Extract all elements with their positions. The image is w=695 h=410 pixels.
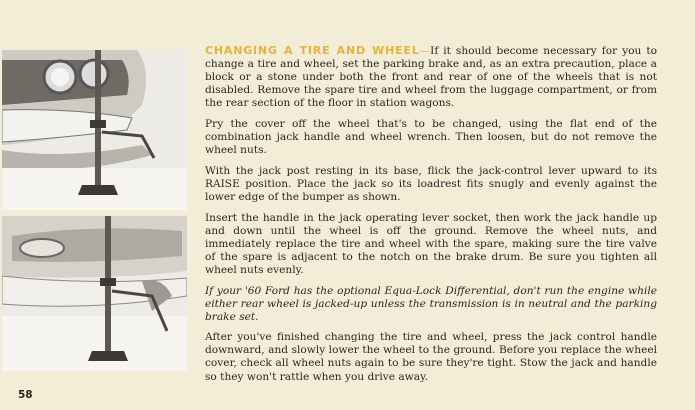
page-number: 58 [18,389,33,401]
equa-lock-note: If your '60 Ford has the optional Equa-Lock Differential, don't run the engine while either rear wheel is jacked-up unless the transmission is in neutral and the parking brake set. [205,284,657,323]
paragraph-2: Pry the cover off the wheel that's to be changed, using the flat end of the combination jack handle and wheel wrench. Then loosen, but do not remove the wheel nuts. [205,117,657,157]
paragraph-5: After you've finished changing the tire and wheel, press the jack control handle downward, and slowly lower the wheel to the ground. Before you replace the wheel cover, check all wheel nuts again to be sure they're tight. Stow the jack and handle so they won't rattle when you drive away. [205,331,657,383]
instructions-text [205,44,657,391]
section-heading: CHANGING A TIRE AND WHEEL [205,44,420,57]
front-bumper-jack-photo [2,50,187,210]
heading-dash: — [419,45,431,57]
rear-bumper-jack-photo [2,216,187,371]
paragraph-1: If it should become necessary for you to change a tire and wheel, set the parking brake and, as an extra precaution, place a block or a stone under both the front and rear of one of the wheels that is not disabled. Remove the spare tire and wheel from the luggage compartment, or from the rear section of the floor in station wagons. [205,45,657,110]
paragraph-4: Insert the handle in the jack operating lever socket, then work the jack handle up and down until the wheel is off the ground. Remove the wheel nuts, and immediately replace the tire and wheel with the spare, making sure the tire valve of the spare is adjacent to the notch on the brake drum. Be sure you tighten all wheel nuts evenly. [205,211,657,276]
intro-paragraph [205,44,657,110]
paragraph-3: With the jack post resting in its base, flick the jack-control lever upward to its RAISE position. Place the jack so its loadrest fits snugly and evenly against the lower edge of the bumper as shown. [205,164,657,203]
